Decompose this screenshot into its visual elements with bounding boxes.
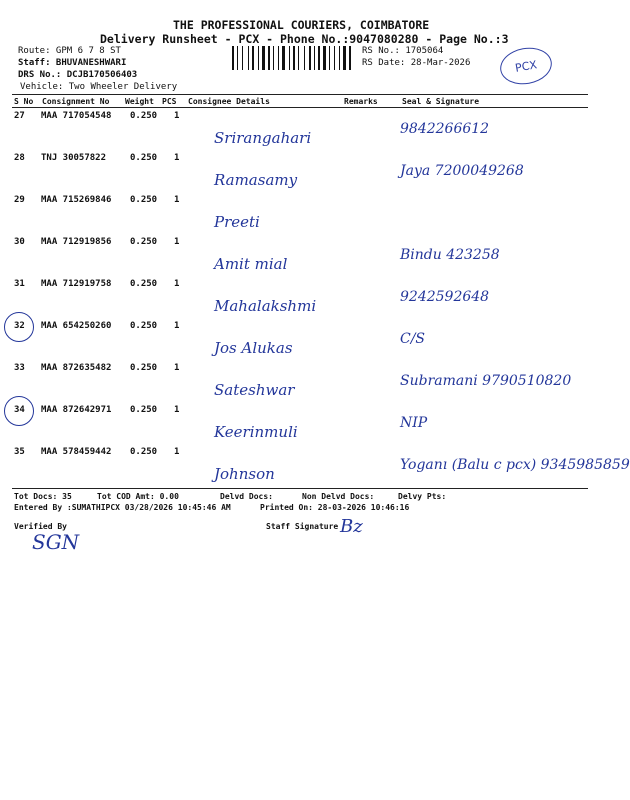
printed-on: Printed On: 28-03-2026 10:46:16 <box>260 503 410 512</box>
row-consignee-handwritten: Srirangahari <box>214 129 312 147</box>
staff-signature: Bz <box>340 516 363 537</box>
company-name: THE PROFESSIONAL COURIERS, COIMBATORE <box>173 18 430 32</box>
col-remarks: Remarks <box>344 97 378 106</box>
barcode-bar <box>278 46 279 70</box>
barcode-bar <box>273 46 274 70</box>
vehicle-label: Vehicle: Two Wheeler Delivery <box>20 82 178 92</box>
row-signature-handwritten: 9242592648 <box>400 289 490 305</box>
row-signature-handwritten: C/S <box>400 331 426 347</box>
row-weight: 0.250 <box>130 237 158 247</box>
barcode-bar <box>304 46 305 70</box>
rs-number: RS No.: 1705064 <box>362 46 444 56</box>
barcode-bar <box>268 46 270 70</box>
row-pcs: 1 <box>174 153 180 163</box>
row-pcs: 1 <box>174 195 180 205</box>
delvd-docs: Delvd Docs: <box>220 492 273 501</box>
row-weight: 0.250 <box>130 279 158 289</box>
row-consignee-handwritten: Mahalakshmi <box>214 297 317 315</box>
footer-rule <box>12 488 588 489</box>
col-weight: Weight <box>125 97 154 106</box>
row-consignment-no: MAA 578459442 <box>41 447 112 457</box>
row-weight: 0.250 <box>130 405 158 415</box>
col-consignee: Consignee Details <box>188 97 270 106</box>
row-consignee-handwritten: Jos Alukas <box>214 339 293 357</box>
row-consignee-handwritten: Sateshwar <box>214 381 295 399</box>
barcode-bar <box>339 46 340 70</box>
header-rule-bottom <box>12 107 588 108</box>
row-sno: 30 <box>14 237 25 247</box>
row-consignment-no: MAA 712919758 <box>41 279 112 289</box>
row-pcs: 1 <box>174 405 180 415</box>
row-signature-handwritten: Jaya 7200049268 <box>400 163 524 179</box>
barcode-bar <box>242 46 243 70</box>
barcode-bar <box>329 46 330 70</box>
barcode-bar <box>293 46 295 70</box>
entered-by: Entered By :SUMATHIPCX 03/28/2026 10:45:46 AM <box>14 503 231 512</box>
row-consignee-handwritten: Keerinmuli <box>214 423 298 441</box>
row-32-circle-mark <box>4 312 34 342</box>
barcode-bar <box>323 46 326 70</box>
col-seal: Seal & Signature <box>402 97 480 106</box>
row-consignee-handwritten: Johnson <box>214 465 275 483</box>
barcode-bar <box>334 46 335 70</box>
row-signature-handwritten: Yoganı (Balu c pcx) 9345985859 <box>400 457 630 473</box>
row-sno: 29 <box>14 195 25 205</box>
barcode-bar <box>289 46 290 70</box>
row-signature-handwritten: NIP <box>400 415 428 431</box>
row-weight: 0.250 <box>130 195 158 205</box>
row-sno: 33 <box>14 363 25 373</box>
row-pcs: 1 <box>174 321 180 331</box>
col-sno: S No <box>14 97 34 106</box>
row-consignee-handwritten: Ramasamy <box>214 171 298 189</box>
verified-by-label: Verified By <box>14 522 67 531</box>
row-34-circle-mark <box>4 396 34 426</box>
route-label: Route: GPM 6 7 8 ST <box>18 46 121 56</box>
row-sno: 32 <box>14 321 25 331</box>
row-weight: 0.250 <box>130 111 158 121</box>
row-sno: 28 <box>14 153 25 163</box>
row-pcs: 1 <box>174 447 180 457</box>
barcode-image <box>232 46 356 70</box>
drs-number: DRS No.: DCJB170506403 <box>18 70 138 80</box>
barcode-bar <box>349 46 351 70</box>
row-sno: 35 <box>14 447 25 457</box>
barcode-bar <box>258 46 259 70</box>
row-consignee-handwritten: Preeti <box>214 213 260 231</box>
row-weight: 0.250 <box>130 447 158 457</box>
row-consignment-no: TNJ 30057822 <box>41 153 107 163</box>
pcx-stamp: PCX <box>497 44 554 88</box>
row-consignee-handwritten: Amit mial <box>214 255 288 273</box>
barcode-bar <box>232 46 234 70</box>
row-pcs: 1 <box>174 279 180 289</box>
tot-cod: Tot COD Amt: 0.00 <box>97 492 179 501</box>
row-signature-handwritten: Subramani 9790510820 <box>400 373 572 389</box>
rs-date: RS Date: 28-Mar-2026 <box>362 58 471 68</box>
delvy-pts: Delvy Pts: <box>398 492 447 501</box>
row-sno: 34 <box>14 405 25 415</box>
row-weight: 0.250 <box>130 363 158 373</box>
tot-docs: Tot Docs: 35 <box>14 492 72 501</box>
row-consignment-no: MAA 872642971 <box>41 405 112 415</box>
non-delvd-docs: Non Delvd Docs: <box>302 492 375 501</box>
row-signature-handwritten: 9842266612 <box>400 121 490 137</box>
barcode-bar <box>252 46 254 70</box>
barcode-bar <box>314 46 315 70</box>
row-signature-handwritten: Bindu 423258 <box>400 247 500 263</box>
header-rule-top <box>12 94 588 95</box>
verified-by-signature: SGN <box>32 530 80 554</box>
row-consignment-no: MAA 715269846 <box>41 195 112 205</box>
row-consignment-no: MAA 654250260 <box>41 321 112 331</box>
barcode-bar <box>248 46 249 70</box>
barcode-bar <box>298 46 299 70</box>
barcode-bar <box>343 46 346 70</box>
row-pcs: 1 <box>174 363 180 373</box>
col-pcs: PCS <box>162 97 177 106</box>
row-weight: 0.250 <box>130 321 158 331</box>
row-consignment-no: MAA 872635482 <box>41 363 112 373</box>
runsheet-subtitle: Delivery Runsheet - PCX - Phone No.:9047080280 - Page No.:3 <box>100 32 509 46</box>
row-pcs: 1 <box>174 237 180 247</box>
row-consignment-no: MAA 712919856 <box>41 237 112 247</box>
col-consignment: Consignment No <box>42 97 110 106</box>
barcode-bar <box>309 46 311 70</box>
barcode-bar <box>237 46 238 70</box>
row-consignment-no: MAA 717054548 <box>41 111 112 121</box>
staff-label: Staff: BHUVANESHWARI <box>18 58 127 68</box>
barcode-bar <box>282 46 285 70</box>
staff-signature-label: Staff Signature <box>266 522 339 531</box>
barcode-bar <box>262 46 265 70</box>
row-weight: 0.250 <box>130 153 158 163</box>
barcode-bar <box>318 46 320 70</box>
row-pcs: 1 <box>174 111 180 121</box>
row-sno: 31 <box>14 279 25 289</box>
row-sno: 27 <box>14 111 25 121</box>
